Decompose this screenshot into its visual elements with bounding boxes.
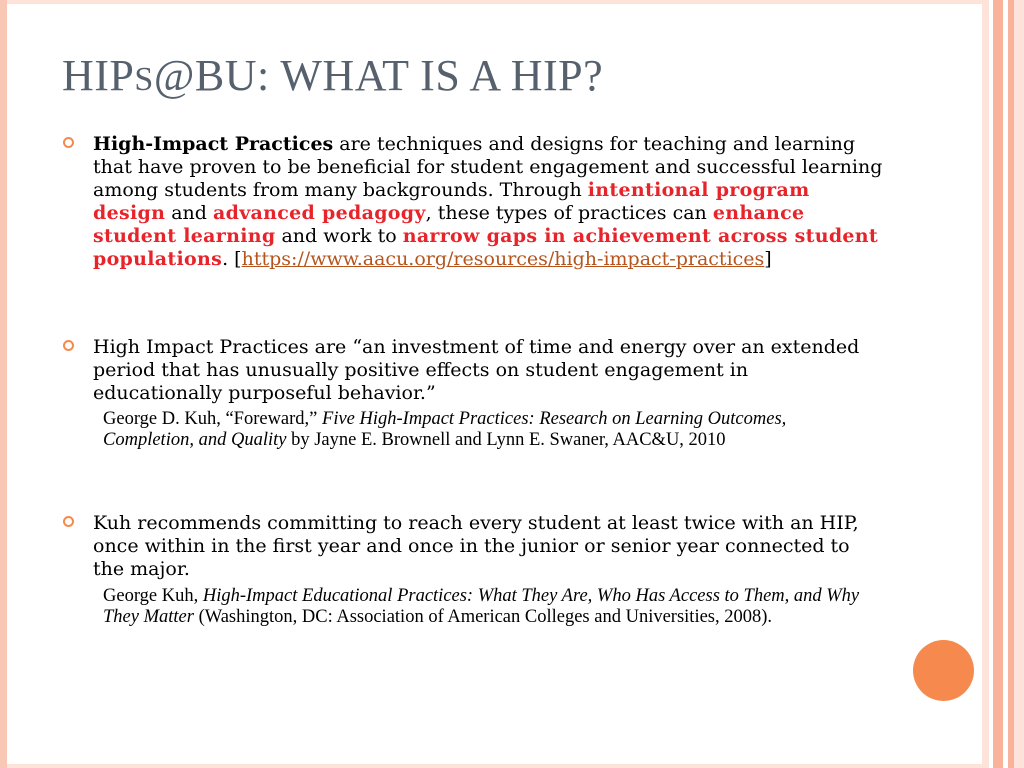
citation-text: George Kuh, — [103, 586, 203, 606]
bullet-text: and — [165, 202, 213, 224]
highlight-text: advanced pedagogy — [213, 202, 426, 224]
title-part: @BU: WHAT IS A HIP? — [153, 51, 604, 100]
citation-text: (Washington, DC: Association of American Colleges and Universities, 2008). — [193, 607, 773, 627]
left-border-decoration — [0, 0, 7, 768]
bullet-item-3 — [93, 512, 883, 581]
right-stripe-decoration — [1014, 0, 1024, 768]
bullet-item-1 — [93, 133, 883, 271]
right-stripe-decoration — [982, 0, 989, 768]
highlight-text: narrow gaps in achievement across student populations — [93, 225, 878, 270]
title-part: HIP — [62, 51, 135, 100]
bullet-text: High Impact Practices are “an investment of time and energy over an extended period that has unusually positive effects on student engagement in educationally purposeful behavior.” — [93, 336, 860, 404]
highlight-text: enhance student learning — [93, 202, 805, 247]
citation-title: Five High-Impact Practices: Research on Learning Outcomes, Completion, and Quality — [103, 409, 787, 450]
bullet-text: and work to — [275, 225, 403, 247]
bullet-text: . [ — [222, 248, 242, 270]
title-part-small-caps: S — [134, 61, 154, 98]
right-stripe-decoration — [993, 0, 1003, 768]
bullet-item-2 — [93, 336, 883, 405]
citation-2 — [103, 586, 873, 628]
citation-text: George D. Kuh, “Foreward,” — [103, 409, 323, 429]
aacu-link[interactable]: https://www.aacu.org/resources/high-impact-practices — [241, 248, 765, 270]
circle-bullet-icon — [63, 340, 74, 351]
bullet-text: Kuh recommends committing to reach every student at least twice with an HIP, once within in the first year and once in the junior or senior year connected to the major. — [93, 512, 859, 580]
circle-bullet-icon — [63, 516, 74, 527]
bottom-frame-decoration — [7, 764, 982, 768]
highlight-text: intentional program design — [93, 179, 810, 224]
bullet-text: ] — [764, 248, 772, 270]
circle-bullet-icon — [63, 137, 74, 148]
citation-text: by Jayne E. Brownell and Lynn E. Swaner, AAC&U, 2010 — [286, 430, 726, 450]
bullet-text: are techniques and designs for teaching and learning that have proven to be beneficial for student engagement and successful learning among students from many backgrounds. Through — [93, 133, 883, 201]
orange-circle-decoration — [913, 640, 974, 701]
slide-title — [62, 52, 962, 104]
citation-1 — [103, 409, 873, 451]
bullet-text: , these types of practices can — [425, 202, 713, 224]
term-high-impact-practices: High-Impact Practices — [93, 133, 334, 155]
top-frame-decoration — [7, 0, 982, 4]
citation-title: High-Impact Educational Practices: What They Are, Who Has Access to Them, and Why They Matter — [103, 586, 860, 627]
